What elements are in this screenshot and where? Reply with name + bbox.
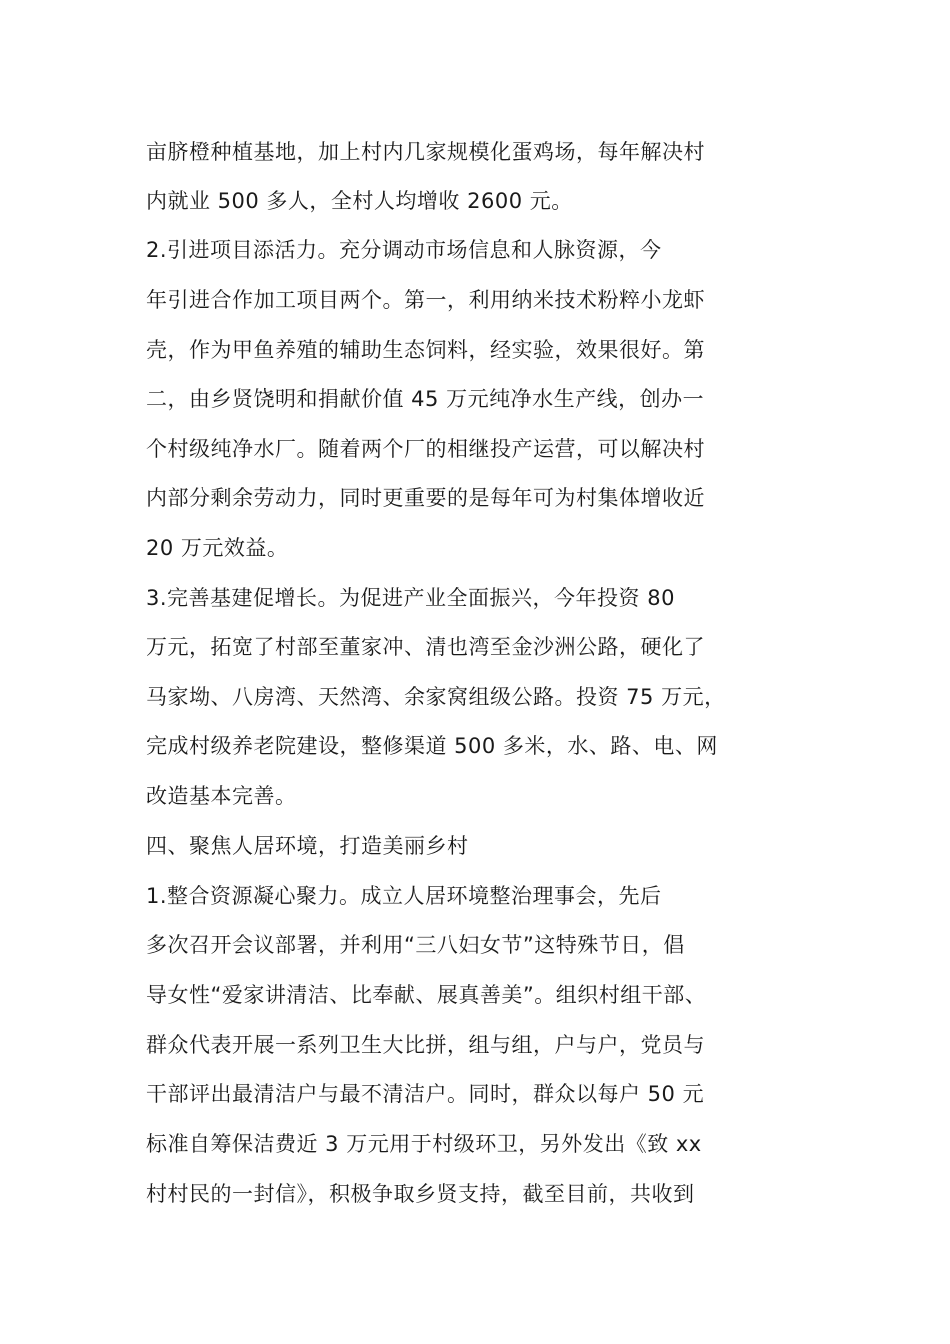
- paragraph-line: 年引进合作加工项目两个。第一，利用纳米技术粉粹小龙虾: [146, 288, 705, 312]
- section-item-heading: 2.引进项目添活力。充分调动市场信息和人脉资源，今: [146, 238, 662, 262]
- paragraph-line: 亩脐橙种植基地，加上村内几家规模化蛋鸡场，每年解决村: [146, 140, 705, 164]
- paragraph-line: 改造基本完善。: [146, 784, 297, 808]
- paragraph-line: 万元，拓宽了村部至董家冲、清也湾至金沙洲公路，硬化了: [146, 635, 705, 659]
- section-item-heading: 3.完善基建促增长。为促进产业全面振兴，今年投资 80: [146, 586, 675, 610]
- paragraph-line: 内就业 500 多人，全村人均增收 2600 元。: [146, 189, 573, 213]
- paragraph-line: 多次召开会议部署，并利用“三八妇女节”这特殊节日，倡: [146, 933, 685, 957]
- paragraph-line: 标准自筹保洁费近 3 万元用于村级环卫，另外发出《致 xx: [146, 1132, 702, 1156]
- paragraph-line: 村村民的一封信》，积极争取乡贤支持，截至目前，共收到: [146, 1182, 695, 1206]
- paragraph-line: 个村级纯净水厂。随着两个厂的相继投产运营，可以解决村: [146, 437, 705, 461]
- paragraph-line: 马家坳、八房湾、天然湾、余家窝组级公路。投资 75 万元，: [146, 685, 726, 709]
- paragraph-line: 二，由乡贤饶明和捐献价值 45 万元纯净水生产线，创办一: [146, 387, 705, 411]
- paragraph-line: 导女性“爱家讲清洁、比奉献、展真善美”。组织村组干部、: [146, 983, 707, 1007]
- paragraph-line: 壳，作为甲鱼养殖的辅助生态饲料，经实验，效果很好。第: [146, 338, 705, 362]
- section-item-heading: 1.整合资源凝心聚力。成立人居环境整治理事会，先后: [146, 884, 662, 908]
- paragraph-line: 完成村级养老院建设，整修渠道 500 多米，水、路、电、网: [146, 734, 718, 758]
- paragraph-line: 内部分剩余劳动力，同时更重要的是每年可为村集体增收近: [146, 486, 705, 510]
- paragraph-line: 干部评出最清洁户与最不清洁户。同时，群众以每户 50 元: [146, 1082, 705, 1106]
- section-heading: 四、聚焦人居环境，打造美丽乡村: [146, 834, 469, 858]
- paragraph-line: 20 万元效益。: [146, 536, 289, 560]
- paragraph-line: 群众代表开展一系列卫生大比拼，组与组，户与户，党员与: [146, 1033, 705, 1057]
